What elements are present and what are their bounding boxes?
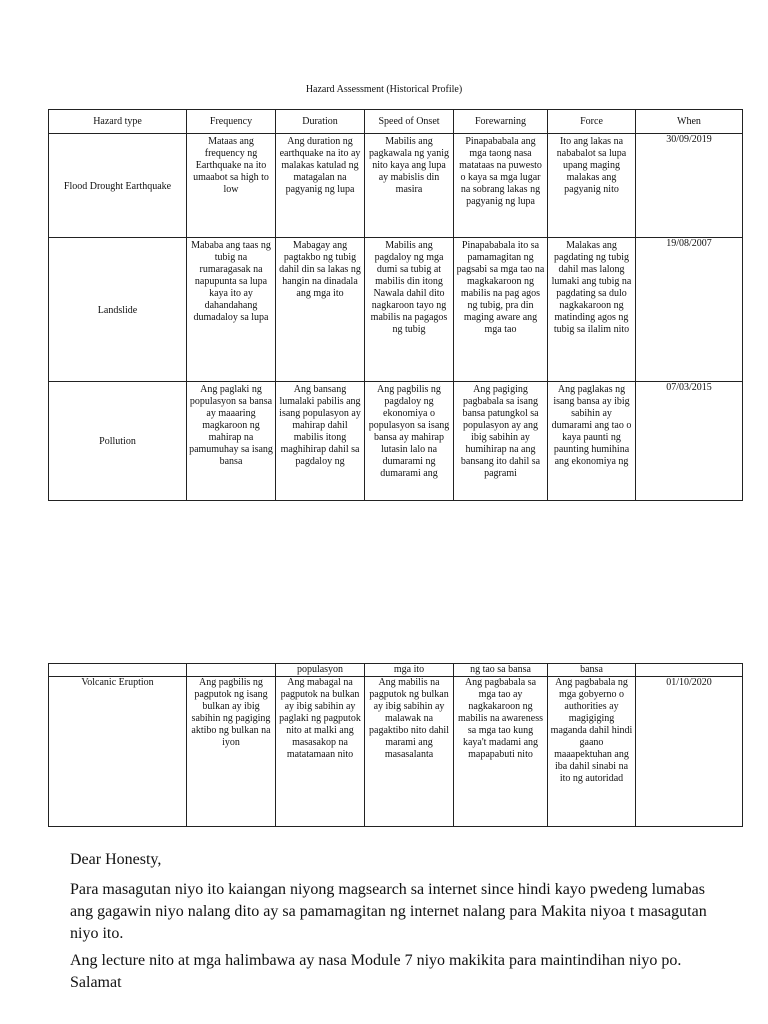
- table-row: [49, 238, 743, 382]
- cell-forewarning: Pinapababala ang mga taong nasa matataas na puwesto o kaya sa mga lugar na sobrang lakas ng pagyanig ng lupa: [454, 134, 548, 238]
- cell-speed-of-onset: Mabilis ang pagkawala ng yanig nito kaya ang lupa ay mabislis din masira: [365, 134, 454, 238]
- cell-duration: Ang mabagal na pagputok na bulkan ay ibig sabihin ay paglaki ng pagputok nito at malki ang masasakop na matatamaan nito: [276, 677, 365, 827]
- cell-frequency: Mababa ang taas ng tubig na rumaragasak na napupunta sa lupa kaya ito ay dahandahang dumadaloy sa lupa: [187, 238, 276, 382]
- table-row: [49, 382, 743, 501]
- cell-forewarning: ng tao sa bansa: [454, 664, 548, 677]
- hazard-table-continued: [48, 663, 743, 827]
- continuation-row: [49, 664, 743, 677]
- cell-when: 01/10/2020: [636, 677, 743, 827]
- cell-text: Ang pagiging pagbabala sa isang bansa patungkol sa populasyon ay ang ibig sabihin ay humihirap na ang bansang ito dahil sa pagrami: [460, 384, 541, 479]
- cell-text: Ang pagbilis ng pagdaloy ng ekonomiya o populasyon sa isang bansa ay mahirap lutasin lalo na dumarami ng dumarami ang: [368, 384, 450, 479]
- letter-paragraph: [70, 879, 710, 945]
- cell-hazard-type: Flood Drought Earthquake: [49, 134, 187, 238]
- paragraph-text: Ang lecture nito at mga halimbawa ay nasa Module 7 niyo makikita para maintindihan niyo po. Salamat: [70, 952, 682, 991]
- cell-force: Ito ang lakas na nababalot sa lupa upang maging malakas ang pagyanig nito: [548, 134, 636, 238]
- cell-speed-of-onset: mga ito: [365, 664, 454, 677]
- cell-forewarning: [454, 382, 548, 501]
- cell-speed-of-onset: Ang mabilis na pagputok ng bulkan ay ibig sabihin ay malawak na pagaktibo nito dahil marami ang masasalanta: [365, 677, 454, 827]
- cell-duration: Ang duration ng earthquake na ito ay malakas katulad ng matagalan na pagyanig ng lupa: [276, 134, 365, 238]
- hazard-table: [48, 109, 743, 501]
- header-hazard-type: Hazard type: [49, 110, 187, 134]
- cell-duration: Mabagay ang pagtakbo ng tubig dahil din sa lakas ng hangin na dinadala ang mga ito: [276, 238, 365, 382]
- cell-forewarning: Ang pagbabala sa mga tao ay nagkakaroon ng mabilis na awareness sa mga tao kung kaya't madami ang mapapabuti nito: [454, 677, 548, 827]
- cell-forewarning: Pinapababala ito sa pamamagitan ng pagsabi sa mga tao na magkakaroon ng mabilis na pag agos ng tubig, pra din maging aware ang mga tao: [454, 238, 548, 382]
- header-forewarning: Forewarning: [454, 110, 548, 134]
- cell-when: 07/03/2015: [636, 382, 743, 501]
- cell-force: bansa: [548, 664, 636, 677]
- cell-frequency: [187, 382, 276, 501]
- letter-greeting: Dear Honesty,: [70, 851, 162, 868]
- cell-speed-of-onset: [365, 382, 454, 501]
- table-row: [49, 134, 743, 238]
- header-speed-of-onset: Speed of Onset: [365, 110, 454, 134]
- cell-hazard-type: Pollution: [49, 382, 187, 501]
- cell-frequency: Ang pagbilis ng pagputok ng isang bulkan ay ibig sabihin ng pagiging aktibo ng bulkan na iyon: [187, 677, 276, 827]
- document-title: Hazard Assessment (Historical Profile): [305, 84, 463, 95]
- cell-when: 19/08/2007: [636, 238, 743, 382]
- cell-text: Ang paglakas ng isang bansa ay ibig sabihin ay dumarami ang tao o kaya paunti ng paunting humihina ang ekonomiya ng: [551, 384, 632, 467]
- cell-speed-of-onset: Mabilis ang pagdaloy ng mga dumi sa tubig at mabilis din itong Nawala dahil dito nagkaroon tayo ng mabilis na pagagos ng tubig: [365, 238, 454, 382]
- cell-frequency: Mataas ang frequency ng Earthquake na ito umaabot sa high to low: [187, 134, 276, 238]
- cell-force: [548, 382, 636, 501]
- cell-hazard-type: Landslide: [49, 238, 187, 382]
- cell-when: 30/09/2019: [636, 134, 743, 238]
- paragraph-text: Para masagutan niyo ito kaiangan niyong magsearch sa internet since hindi kayo pwedeng lumabas ang gagawin niyo nalang dito ay sa pamamagitan ng internet nalang para Makita niyoa t masagutan niyo ito.: [70, 881, 707, 942]
- header-force: Force: [548, 110, 636, 134]
- cell-hazard-type: Volcanic Eruption: [49, 677, 187, 827]
- cell-force: Ang pagbabala ng mga gobyerno o authorities ay magigiging maganda dahil hindi gaano maaapektuhan ang iba dahil sinabi na ito ng autoridad: [548, 677, 636, 827]
- cell-duration: [276, 382, 365, 501]
- table-row: [49, 677, 743, 827]
- cell-text: Ang paglaki ng populasyon sa bansa ay maaaring magkaroon ng mahirap na pamumuhay sa isang bansa: [189, 384, 273, 467]
- cell-force: Malakas ang pagdating ng tubig dahil mas lalong lumaki ang tubig na pagdating sa dulo nagkakaroon ng matinding agos ng tubig sa ilalim nito: [548, 238, 636, 382]
- table-header-row: [49, 110, 743, 134]
- cell-frequency: [187, 664, 276, 677]
- cell-duration: populasyon: [276, 664, 365, 677]
- cell-when: [636, 664, 743, 677]
- letter-paragraph: [70, 950, 710, 994]
- cell-text: Ang bansang lumalaki pabilis ang isang populasyon ay mahirap dahil mabilis itong maghihirap dahil sa pagdaloy ng: [279, 384, 361, 467]
- header-frequency: Frequency: [187, 110, 276, 134]
- header-duration: Duration: [276, 110, 365, 134]
- cell-hazard-type: [49, 664, 187, 677]
- header-when: When: [636, 110, 743, 134]
